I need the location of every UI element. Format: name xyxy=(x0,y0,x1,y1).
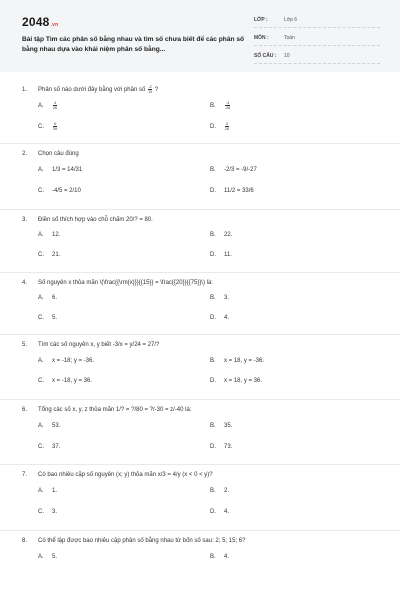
fraction-numerator: 6 xyxy=(54,122,56,126)
option-b[interactable] xyxy=(210,101,231,110)
question-4 xyxy=(0,273,400,335)
fraction-numerator: 4 xyxy=(226,122,228,126)
option-text: 5. xyxy=(52,554,58,560)
fraction-denominator: 26 xyxy=(225,127,229,131)
option-letter: D. xyxy=(210,124,216,131)
question-number: 4. xyxy=(22,280,28,286)
option-letter: A. xyxy=(38,103,44,110)
option-text: -4/5 = 2/10 xyxy=(52,188,81,194)
option-a[interactable] xyxy=(38,358,94,364)
option-text: 22. xyxy=(224,232,233,238)
question-number: 6. xyxy=(22,407,28,413)
question-6 xyxy=(0,400,400,465)
question-8-text xyxy=(22,538,245,544)
option-d[interactable] xyxy=(210,188,254,194)
meta-count-key: SỐ CÂU : xyxy=(254,53,277,59)
option-letter: B. xyxy=(210,488,216,494)
fraction-denominator: 13 xyxy=(148,90,153,94)
option-c[interactable] xyxy=(38,315,57,321)
logo-suffix: .vn xyxy=(50,22,59,28)
question-4-text xyxy=(22,280,213,286)
meta-grade-value: Lớp 6 xyxy=(284,17,298,23)
option-letter: C. xyxy=(38,252,44,258)
option-d[interactable] xyxy=(210,378,262,384)
option-letter: D. xyxy=(210,315,216,321)
option-letter: B. xyxy=(210,554,216,560)
option-letter: B. xyxy=(210,103,216,110)
fraction-numerator: 4 xyxy=(54,101,56,105)
option-text: 11/2 = 33/6 xyxy=(224,188,254,194)
fraction-numerator: -2 xyxy=(148,85,152,89)
option-text: 1. xyxy=(52,488,58,494)
question-stem: Có thể lập được bao nhiêu cặp phân số bằng nhau từ bốn số sau: 2; 5; 15; 6? xyxy=(38,538,246,544)
fraction-denominator: -26 xyxy=(225,106,231,110)
option-letter: B. xyxy=(210,167,216,173)
question-number: 1. xyxy=(22,87,28,94)
option-text: 6. xyxy=(52,295,58,301)
option-d[interactable] xyxy=(210,122,230,131)
meta-grade xyxy=(254,15,380,28)
option-d[interactable] xyxy=(210,509,229,515)
option-letter: A. xyxy=(38,167,44,173)
option-text: 4. xyxy=(224,509,230,515)
option-b[interactable] xyxy=(210,554,229,560)
option-b[interactable] xyxy=(210,295,229,301)
meta-subject-key: MÔN : xyxy=(254,35,269,41)
site-logo[interactable] xyxy=(22,15,58,29)
question-number: 7. xyxy=(22,472,28,478)
option-a[interactable] xyxy=(38,167,82,173)
fraction-numerator: -4 xyxy=(226,101,230,105)
option-letter: D. xyxy=(210,188,216,194)
meta-grade-key: LỚP : xyxy=(254,17,268,23)
option-letter: B. xyxy=(210,358,216,364)
worksheet-title: Bài tập Tìm các phân số bằng nhau và tìm số chưa biết để các phân số bằng nhau dựa vào khái niệm phân số bằng... xyxy=(22,36,245,53)
option-text: 4. xyxy=(224,554,230,560)
option-letter: A. xyxy=(38,295,44,301)
option-b[interactable] xyxy=(210,167,257,173)
option-a[interactable] xyxy=(38,488,57,494)
option-c[interactable] xyxy=(38,252,60,258)
option-b[interactable] xyxy=(210,423,232,429)
option-letter: C. xyxy=(38,188,44,194)
option-d[interactable] xyxy=(210,444,232,450)
option-a[interactable] xyxy=(38,295,57,301)
option-text: 4. xyxy=(224,315,230,321)
option-text: -2/3 = -9/-27 xyxy=(224,167,257,173)
option-text: 21. xyxy=(52,252,61,258)
option-c[interactable] xyxy=(38,509,57,515)
question-fraction xyxy=(148,85,152,94)
question-1 xyxy=(0,78,400,144)
option-letter: D. xyxy=(210,378,216,384)
meta-count-value: 10 xyxy=(284,53,290,59)
meta-count xyxy=(254,51,380,64)
fraction-denominator: 39 xyxy=(53,127,57,131)
option-letter: C. xyxy=(38,124,44,131)
option-letter: C. xyxy=(38,378,44,384)
fraction-denominator: 26 xyxy=(53,106,57,110)
option-c[interactable] xyxy=(38,378,92,384)
question-7 xyxy=(0,465,400,531)
question-stem: Tổng các số x, y, z thỏa mãn 1/? = ?/80 = ?/-30 = z/-40 là: xyxy=(38,407,192,413)
option-text: 73. xyxy=(224,444,233,450)
option-letter: D. xyxy=(210,252,216,258)
option-text: x = -18; y = -36. xyxy=(52,358,95,364)
meta-subject xyxy=(254,33,380,46)
option-c[interactable] xyxy=(38,188,81,194)
question-3 xyxy=(0,210,400,273)
option-letter: A. xyxy=(38,488,44,494)
option-letter: C. xyxy=(38,444,44,450)
option-text: 53. xyxy=(52,423,61,429)
question-number: 8. xyxy=(22,538,28,544)
option-letter: D. xyxy=(210,444,216,450)
option-a[interactable] xyxy=(38,423,60,429)
worksheet-header xyxy=(0,0,400,72)
option-letter: B. xyxy=(210,232,216,238)
question-6-text xyxy=(22,407,191,413)
option-letter: C. xyxy=(38,315,44,321)
question-2 xyxy=(0,144,400,210)
question-number: 3. xyxy=(22,217,28,223)
option-text: 37. xyxy=(52,444,61,450)
option-text: 3. xyxy=(224,295,230,301)
question-tail: ? xyxy=(154,87,159,94)
option-d[interactable] xyxy=(210,315,229,321)
question-stem: Số nguyên x thỏa mãn \(\frac{{\rm{x}}}{{15}} = \frac{{20}}{{75}}\) là: xyxy=(38,280,213,286)
option-letter: B. xyxy=(210,295,216,301)
option-a[interactable] xyxy=(38,554,57,560)
question-2-text xyxy=(22,151,79,157)
question-stem: Điền số thích hợp vào chỗ chấm 20/? = 80. xyxy=(38,217,153,223)
question-stem: Phân số nào dưới đây bằng với phân số xyxy=(38,87,146,94)
option-a[interactable] xyxy=(38,232,60,238)
option-fraction xyxy=(53,101,57,110)
option-letter: D. xyxy=(210,509,216,515)
option-letter: A. xyxy=(38,423,44,429)
question-3-text xyxy=(22,217,153,223)
option-letter: A. xyxy=(38,554,44,560)
question-stem: Có bao nhiêu cặp số nguyên (x; y) thỏa mãn x/3 = 4/y (x < 0 < y)? xyxy=(38,472,213,478)
option-a[interactable] xyxy=(38,101,58,110)
question-number: 5. xyxy=(22,342,28,348)
option-text: 1/3 = 14/31 xyxy=(52,167,83,173)
question-1-text xyxy=(22,85,158,94)
worksheet-meta xyxy=(254,15,380,69)
question-5 xyxy=(0,335,400,400)
option-text: x = 18, y = -36. xyxy=(224,358,265,364)
option-text: 12. xyxy=(52,232,61,238)
option-letter: A. xyxy=(38,232,44,238)
option-b[interactable] xyxy=(210,488,229,494)
option-text: x = 18, y = 36. xyxy=(224,378,263,384)
logo-text: 2048 xyxy=(22,15,50,29)
question-stem: Tìm các số nguyên x, y biết -3/x = y/24 = 27/? xyxy=(38,342,160,348)
question-list xyxy=(0,78,400,576)
question-8 xyxy=(0,531,400,576)
option-text: 11. xyxy=(224,252,232,258)
option-text: 5. xyxy=(52,315,58,321)
option-fraction xyxy=(225,122,229,131)
option-text: 3. xyxy=(52,509,58,515)
option-d[interactable] xyxy=(210,252,232,258)
question-5-text xyxy=(22,342,159,348)
option-text: 35. xyxy=(224,423,233,429)
option-c[interactable] xyxy=(38,444,60,450)
option-text: 2. xyxy=(224,488,230,494)
option-b[interactable] xyxy=(210,358,264,364)
question-stem: Chọn câu đúng xyxy=(38,151,79,157)
option-letter: C. xyxy=(38,509,44,515)
option-fraction xyxy=(53,122,57,131)
option-letter: A. xyxy=(38,358,44,364)
question-number: 2. xyxy=(22,151,28,157)
meta-subject-value: Toán xyxy=(284,35,295,41)
option-c[interactable] xyxy=(38,122,58,131)
option-letter: B. xyxy=(210,423,216,429)
question-7-text xyxy=(22,472,213,478)
option-fraction xyxy=(225,101,230,110)
option-b[interactable] xyxy=(210,232,232,238)
option-text: x = -18, y = 36. xyxy=(52,378,93,384)
